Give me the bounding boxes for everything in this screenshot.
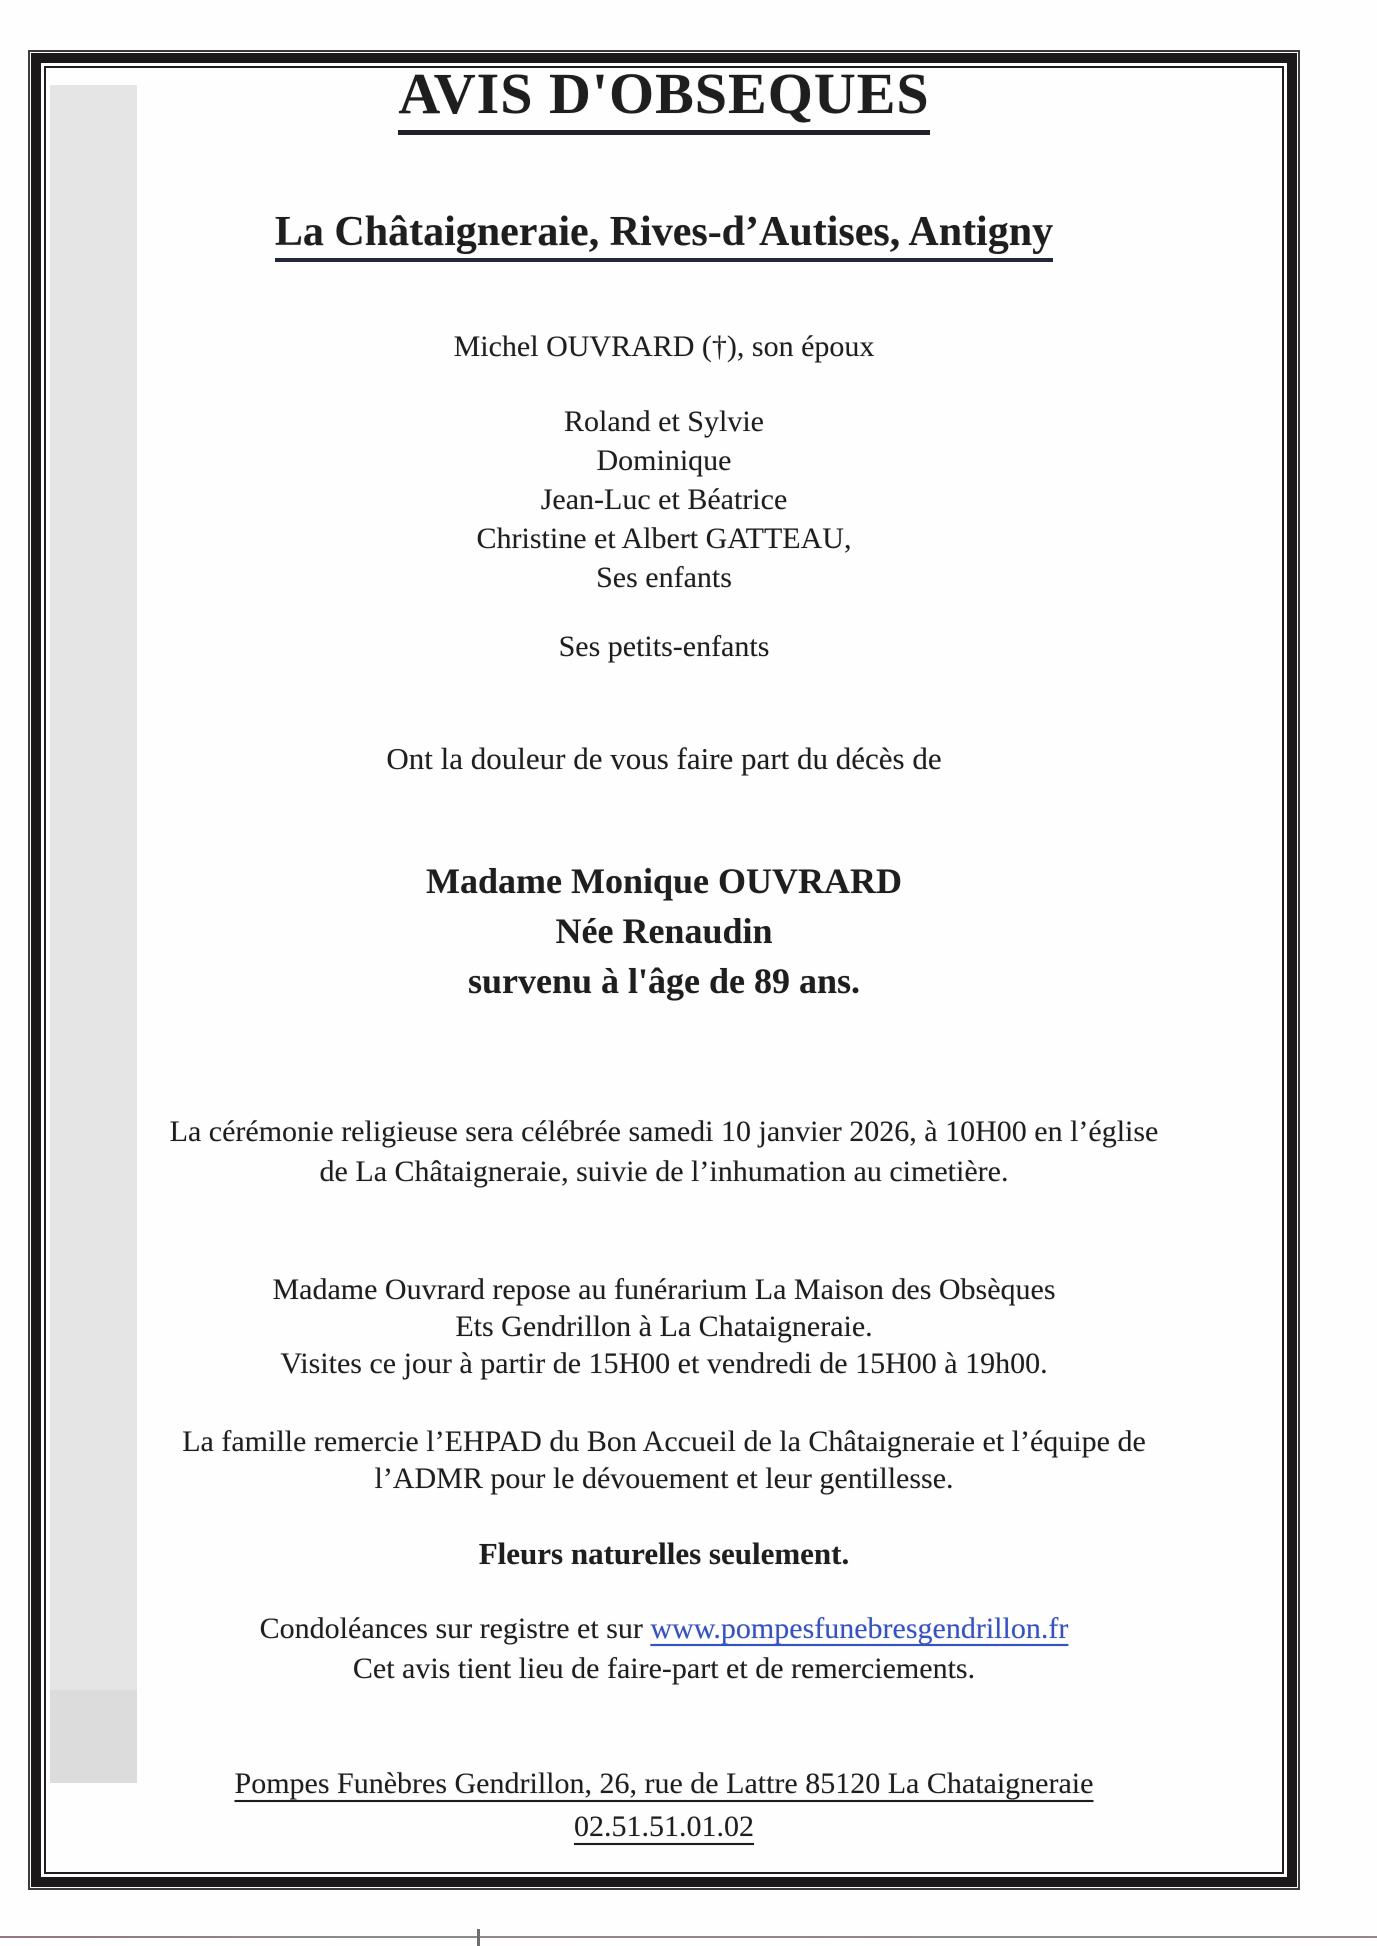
repose-line: Visites ce jour à partir de 15H00 et vendredi de 15H00 à 19h00. [280,1347,1048,1380]
deceased-maiden-name: Née Renaudin [555,911,773,951]
condolences-paragraph [45,1609,1283,1689]
ceremony-paragraph [45,1112,1283,1192]
grandchildren-line: Ses petits-enfants [558,630,770,663]
deceased-name: Madame Monique OUVRARD [426,861,902,901]
condolences-prefix: Condoléances sur registre et sur [259,1612,651,1645]
locations-subtitle [45,208,1283,256]
child-line: Dominique [596,444,732,477]
repose-line: Ets Gendrillon à La Chataigneraie. [455,1310,873,1343]
child-line: Christine et Albert GATTEAU, [476,522,852,555]
notice-content [45,0,1283,1946]
ceremony-line: La cérémonie religieuse sera célébrée samedi 10 janvier 2026, à 10H00 en l’église [169,1115,1159,1148]
deceased-name-block [45,856,1283,1006]
flowers-only-line: Fleurs naturelles seulement. [478,1536,850,1571]
scan-artifact-bottom-line [0,1936,1377,1938]
announcement-line: Ont la douleur de vous faire part du décès de [386,741,942,776]
repose-line: Madame Ouvrard repose au funérarium La Maison des Obsèques [272,1273,1056,1306]
notice-equivalence-line: Cet avis tient lieu de faire-part et de remerciements. [352,1652,976,1685]
thanks-line: La famille remercie l’EHPAD du Bon Accueil de la Châtaigneraie et l’équipe de [182,1425,1146,1458]
thanks-line: l’ADMR pour le dévouement et leur gentillesse. [374,1462,954,1495]
thanks-paragraph [45,1423,1283,1497]
child-line: Roland et Sylvie [564,405,764,438]
page-title-text: AVIS D'OBSEQUES [398,61,929,135]
repose-paragraph [45,1271,1283,1382]
condolences-line [45,1609,1283,1649]
locations-subtitle-text: La Châtaigneraie, Rives-d’Autises, Antigny [275,209,1053,262]
child-line: Jean-Luc et Béatrice [540,483,788,516]
scan-artifact-bottom-tick [477,1929,480,1946]
ceremony-line: de La Châtaigneraie, suivie de l’inhumation au cimetière. [319,1155,1009,1188]
child-line: Ses enfants [596,561,732,594]
condolences-website-link[interactable]: www.pompesfunebresgendrillon.fr [650,1612,1069,1645]
deceased-age-line: survenu à l'âge de 89 ans. [467,961,861,1001]
funeral-home-address: Pompes Funèbres Gendrillon, 26, rue de Lattre 85120 La Chataigneraie [234,1767,1094,1800]
spouse-line: Michel OUVRARD (†), son époux [453,330,875,363]
children-list [45,402,1283,597]
funeral-home-phone: 02.51.51.01.02 [574,1810,754,1843]
page-title [45,60,1283,127]
funeral-home-footer [45,1762,1283,1848]
